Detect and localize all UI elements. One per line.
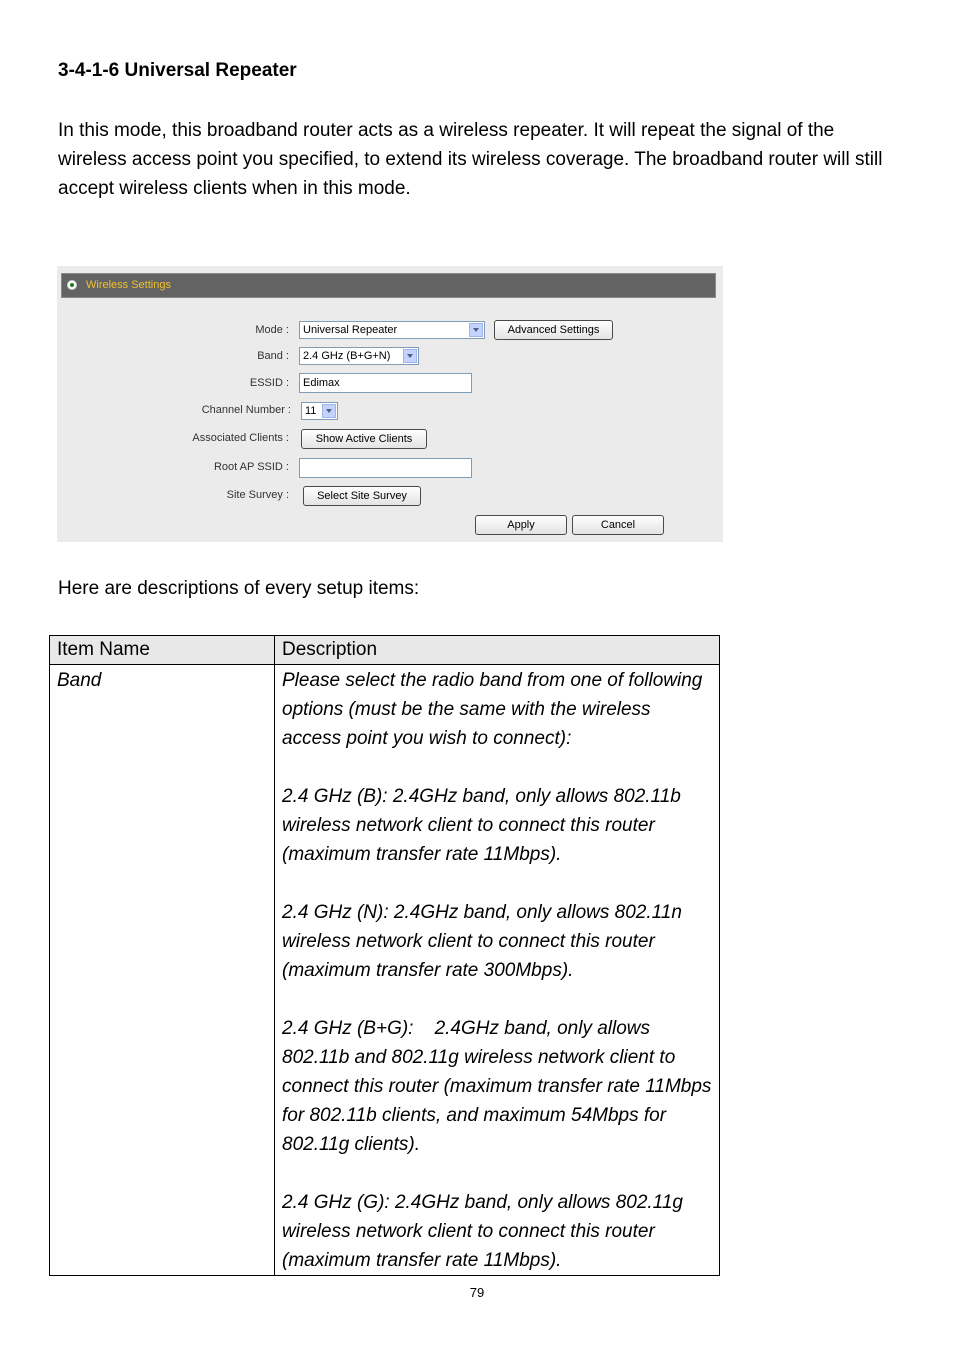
description-paragraph: 2.4 GHz (B+G): 2.4GHz band, only allows 802.11b and 802.11g wireless network client to connect this router (maximum transfer rate 11Mbps for 802.11b clients, and maximum 54Mbps for 802.11g clients). <box>282 1018 717 1155</box>
band-select[interactable] <box>299 347 419 365</box>
item-name-cell: Band <box>50 665 275 1276</box>
channel-label: Channel Number : <box>201 404 291 416</box>
chevron-down-icon[interactable] <box>403 349 417 363</box>
select-site-survey-button[interactable]: Select Site Survey <box>303 486 421 506</box>
wireless-settings-panel <box>57 266 723 542</box>
header-item-name: Item Name <box>50 636 275 665</box>
page-number: 79 <box>469 1285 485 1300</box>
channel-select[interactable] <box>301 402 338 420</box>
associated-clients-label: Associated Clients : <box>192 432 289 444</box>
root-ap-ssid-label: Root AP SSID : <box>213 461 289 473</box>
table-header-row <box>50 636 720 665</box>
panel-title: Wireless Settings <box>86 279 171 291</box>
description-table <box>49 635 720 1276</box>
site-survey-label: Site Survey : <box>226 489 289 501</box>
band-select-value: 2.4 GHz (B+G+N) <box>303 350 391 362</box>
bullet-icon <box>67 280 77 290</box>
description-paragraph: 2.4 GHz (N): 2.4GHz band, only allows 802.11n wireless network client to connect this router (maximum transfer rate 300Mbps). <box>282 902 682 981</box>
channel-select-value: 11 <box>305 405 317 417</box>
panel-title-bar <box>61 273 716 298</box>
header-description: Description <box>275 636 720 665</box>
description-paragraph: 2.4 GHz (G): 2.4GHz band, only allows 802.11g wireless network client to connect this router (maximum transfer rate 11Mbps). <box>282 1192 683 1271</box>
table-row <box>50 665 720 1276</box>
band-label: Band : <box>257 350 289 362</box>
essid-label: ESSID : <box>249 377 289 389</box>
description-cell <box>275 665 720 1276</box>
chevron-down-icon[interactable] <box>469 323 483 337</box>
table-lead-text: Here are descriptions of every setup items: <box>58 578 420 599</box>
section-heading: 3-4-1-6 Universal Repeater <box>58 60 297 81</box>
mode-select-value: Universal Repeater <box>303 324 398 336</box>
chevron-down-icon[interactable] <box>322 404 336 418</box>
mode-label: Mode : <box>255 324 289 336</box>
description-paragraph: 2.4 GHz (B): 2.4GHz band, only allows 802.11b wireless network client to connect this router (maximum transfer rate 11Mbps). <box>282 786 681 865</box>
advanced-settings-button[interactable]: Advanced Settings <box>494 320 613 340</box>
essid-input[interactable]: Edimax <box>299 373 472 393</box>
cancel-button[interactable]: Cancel <box>572 515 664 535</box>
description-paragraph: Please select the radio band from one of following options (must be the same with the wireless access point you wish to connect): <box>282 670 703 749</box>
apply-button[interactable]: Apply <box>475 515 567 535</box>
intro-paragraph: In this mode, this broadband router acts as a wireless repeater. It will repeat the signal of the wireless access point you specified, to extend its wireless coverage. The broadband router will still accept wireless clients when in this mode. <box>58 120 883 199</box>
show-active-clients-button[interactable]: Show Active Clients <box>301 429 427 449</box>
mode-select[interactable] <box>299 321 485 339</box>
root-ap-ssid-input[interactable] <box>299 458 472 478</box>
